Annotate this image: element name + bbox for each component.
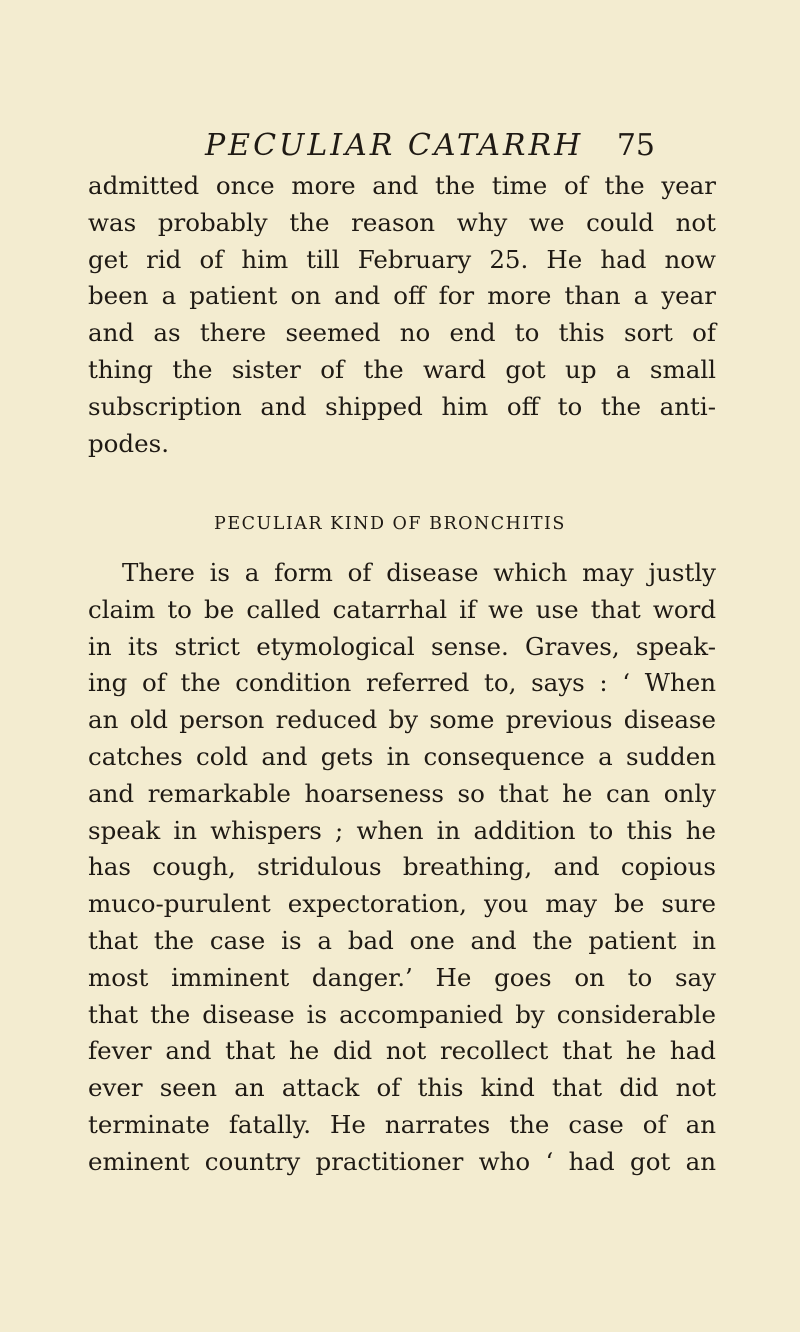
text-line: podes. [88,428,169,458]
page-header [205,128,685,172]
text-line: and remarkable hoarseness so that he can only [88,778,716,808]
text-line: There is a form of disease which may justly [122,558,716,587]
text-line: muco-purulent expectoration, you may be sure [88,889,716,919]
text-line: terminate fatally. He narrates the case of an [88,1109,716,1139]
text-line: ing of the condition referred to, says : ‘ When [88,668,716,698]
text-line: fever and that he did not recollect that he had [88,1036,716,1066]
text-line: eminent country practitioner who ‘ had got an [88,1146,716,1176]
paragraph-continuation [88,168,716,462]
text-line: claim to be called catarrhal if we use that word [88,594,716,624]
text-line: that the case is a bad one and the patient in [88,925,716,955]
page-number: 75 [616,128,655,163]
text-line: was probably the reason why we could not [88,207,716,237]
section-heading: PECULIAR KIND OF BRONCHITIS [214,514,566,534]
text-line: admitted once more and the time of the year [88,171,716,200]
text-line: speak in whispers ; when in addition to this he [88,815,716,845]
text-line: and as there seemed no end to this sort of [88,318,716,348]
text-line: in its strict etymological sense. Graves, speak- [88,631,716,661]
text-line: ever seen an attack of this kind that did not [88,1073,716,1103]
text-line: an old person reduced by some previous disease [88,705,716,735]
running-head: PECULIAR CATARRH [205,128,584,163]
text-line: thing the sister of the ward got up a small [88,354,716,384]
text-line: been a patient on and off for more than a year [88,281,716,311]
text-line: has cough, stridulous breathing, and copious [88,852,716,882]
paragraph-bronchitis [88,555,716,1181]
text-line: catches cold and gets in consequence a sudden [88,741,716,771]
text-line: that the disease is accompanied by considerable [88,999,716,1029]
text-line: most imminent danger.’ He goes on to say [88,962,716,992]
text-line: subscription and shipped him off to the anti- [88,391,716,421]
text-line: get rid of him till February 25. He had now [88,244,716,274]
